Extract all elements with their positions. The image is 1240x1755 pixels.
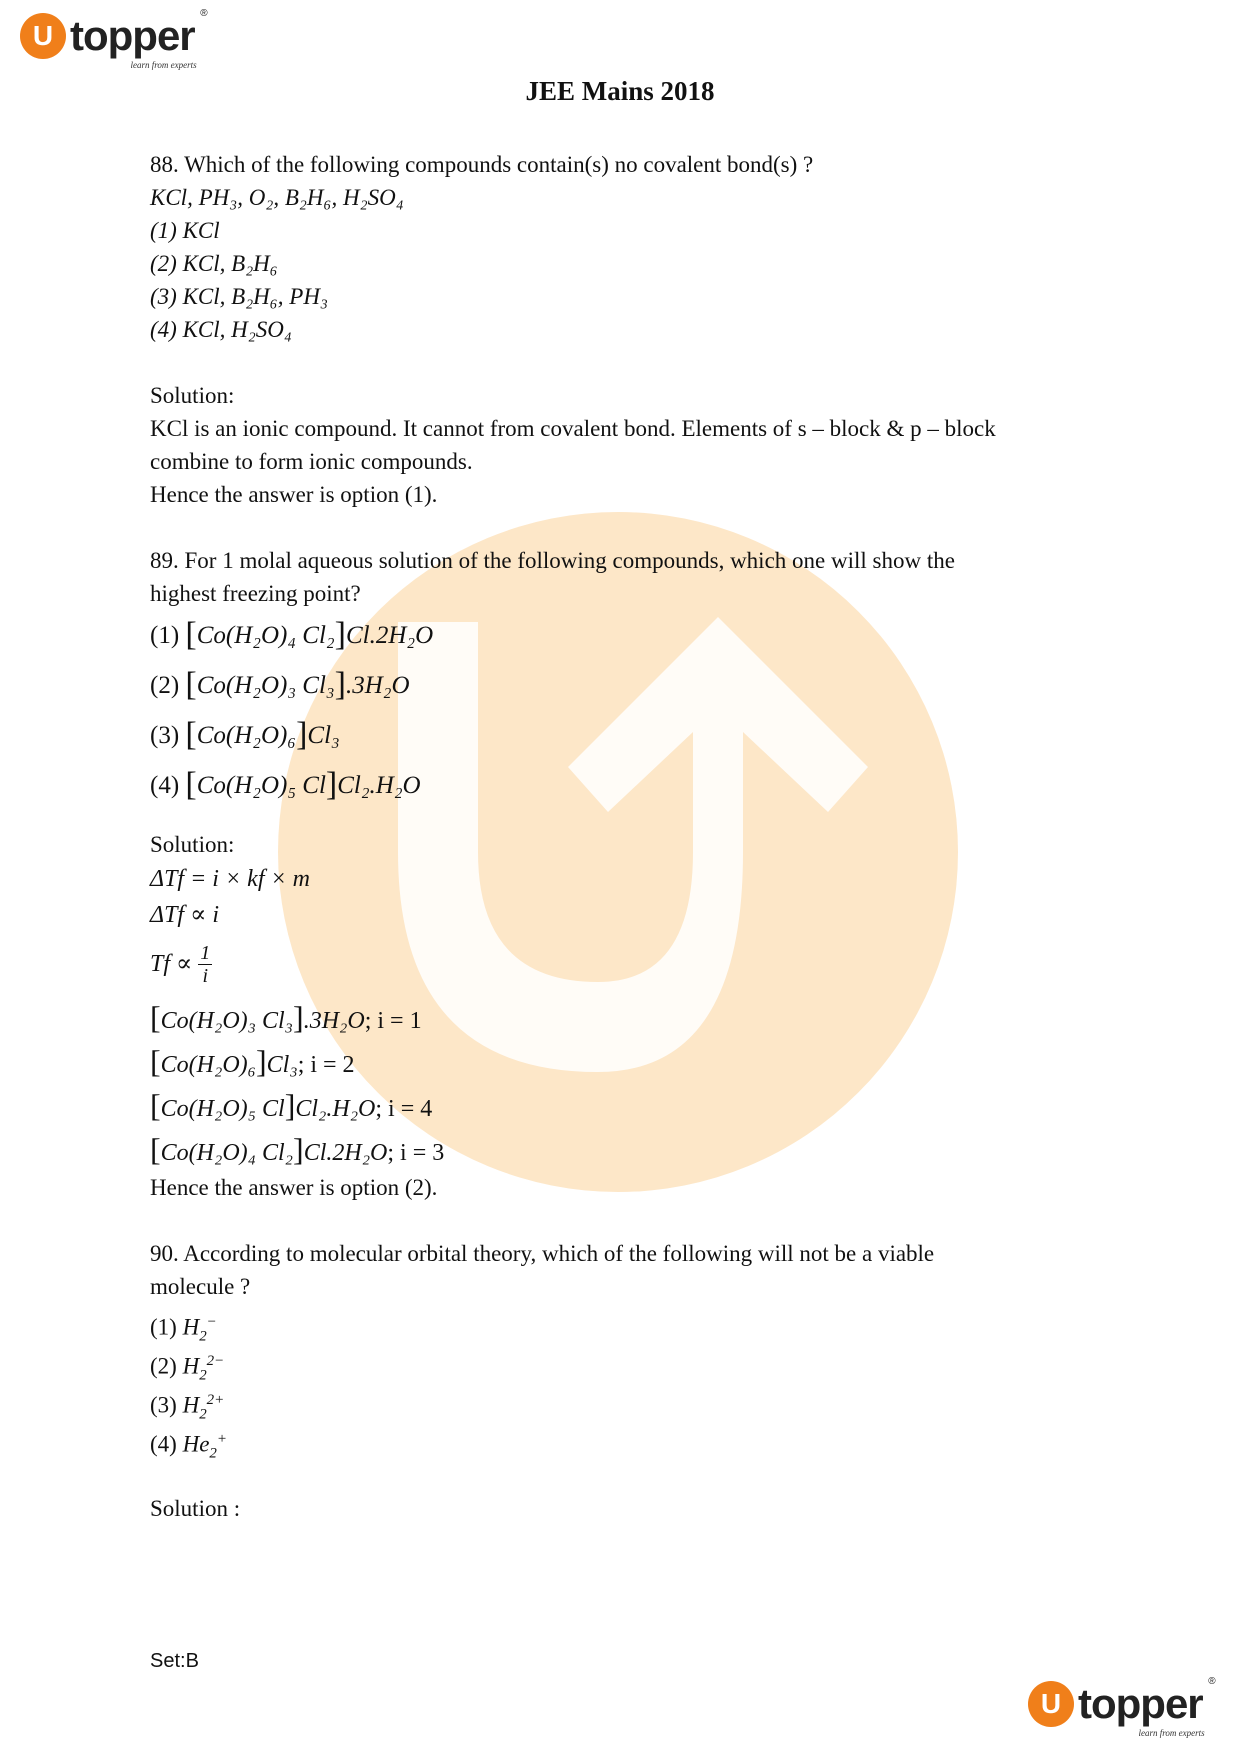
fraction-denominator: i (202, 964, 209, 987)
option-3: (3) $H_2^{2+}$ (150, 1392, 225, 1423)
question-text: highest freezing point? (150, 581, 361, 606)
solution-label: Solution : (150, 1496, 241, 1521)
counter-ion: Cl₃ (307, 722, 340, 749)
ion-count-row: [Co(H₂O)₄ Cl₂]Cl.2H₂O; i = 3 (150, 1131, 445, 1167)
solution-label: Solution: (150, 383, 235, 408)
brand-name: topper (1078, 1680, 1203, 1727)
ion-count-row: [Co(H₂O)₅ Cl]Cl₂.H₂O; i = 4 (150, 1087, 433, 1123)
complex-ion: Co(H₂O)₆ (196, 722, 297, 749)
option-number: (2) (150, 672, 180, 699)
formula-proportional: ΔTf ∝ i (150, 902, 220, 928)
option-3: (3) [Co(H₂O)₆]Cl₃ (150, 716, 340, 753)
question-text: 90. According to molecular orbital theory, which of the following will not be a viable (150, 1241, 935, 1266)
complex-ion: Co(H₂O)₅ Cl (196, 772, 326, 799)
brand-tagline: learn from experts (130, 60, 197, 70)
option-4: (4) $He_2^+$ (150, 1431, 227, 1462)
option-2: (2) $H_2^{2-}$ (150, 1353, 225, 1384)
registered-mark: ® (200, 8, 207, 19)
brand-tagline: learn from experts (1138, 1728, 1205, 1738)
option-number: (1) (150, 622, 180, 649)
van-t-hoff-factor: ; i = 4 (375, 1096, 433, 1122)
question-text: 89. For 1 molal aqueous solution of the following compounds, which one will show the (150, 548, 955, 573)
fraction-numerator: 1 (200, 941, 211, 964)
formula-delta-tf: ΔTf = i × kf × m (150, 866, 311, 892)
counter-ion: Cl₂.H₂O (337, 772, 421, 799)
counter-ion: .3H₂O (345, 672, 410, 699)
option-3: (3) KCl, B₂H₆, PH₃ (150, 284, 328, 309)
option-1: (1) [Co(H₂O)₄ Cl₂]Cl.2H₂O (150, 616, 434, 653)
solution-line: Hence the answer is option (1). (150, 482, 438, 507)
van-t-hoff-factor: ; i = 2 (297, 1052, 355, 1078)
solution-line: KCl is an ionic compound. It cannot from covalent bond. Elements of s – block & p – block (150, 416, 996, 441)
option-1: (1) KCl (150, 218, 220, 243)
document-body (150, 148, 1090, 1525)
counter-ion: Cl.2H₂O (345, 622, 434, 649)
complex-ion: Co(H₂O)₄ Cl₂ (196, 622, 335, 649)
option-2: (2) [Co(H₂O)₃ Cl₃].3H₂O (150, 666, 410, 703)
question-88 (150, 148, 1090, 511)
solution-line: combine to form ionic compounds. (150, 449, 473, 474)
ion-count-row: [Co(H₂O)₆]Cl₃; i = 2 (150, 1043, 355, 1079)
topper-logo-header (20, 8, 207, 70)
answer-line: Hence the answer is option (2). (150, 1175, 438, 1200)
topper-u-icon: U (1028, 1681, 1074, 1727)
option-4: (4) KCl, H₂SO₄ (150, 317, 292, 342)
option-number: (3) (150, 722, 180, 749)
compound-list: KCl, PH₃, O₂, B₂H₆, H₂SO₄ (150, 185, 404, 210)
brand-name: topper (70, 12, 195, 59)
question-text: 88. Which of the following compounds contain(s) no covalent bond(s) ? (150, 152, 814, 177)
topper-logo-footer (1028, 1676, 1215, 1738)
ion-count-row: [Co(H₂O)₃ Cl₃].3H₂O; i = 1 (150, 999, 422, 1035)
question-89 (150, 544, 1090, 1204)
formula-inverse: Tf ∝ $\frac{1}{i}$ (150, 941, 211, 987)
van-t-hoff-factor: ; i = 1 (364, 1008, 422, 1034)
page-title: JEE Mains 2018 (525, 76, 715, 106)
set-label: Set:B (150, 1650, 199, 1672)
question-text: molecule ? (150, 1274, 251, 1299)
van-t-hoff-factor: ; i = 3 (387, 1140, 445, 1166)
option-1: (1) $H_2^-$ (150, 1314, 217, 1345)
solution-label: Solution: (150, 832, 235, 857)
registered-mark: ® (1208, 1676, 1215, 1687)
option-2: (2) KCl, B₂H₆ (150, 251, 278, 276)
complex-ion: Co(H₂O)₃ Cl₃ (196, 672, 335, 699)
question-90 (150, 1237, 1090, 1525)
option-number: (4) (150, 772, 180, 799)
topper-u-icon: U (20, 13, 66, 59)
option-4: (4) [Co(H₂O)₅ Cl]Cl₂.H₂O (150, 766, 421, 803)
